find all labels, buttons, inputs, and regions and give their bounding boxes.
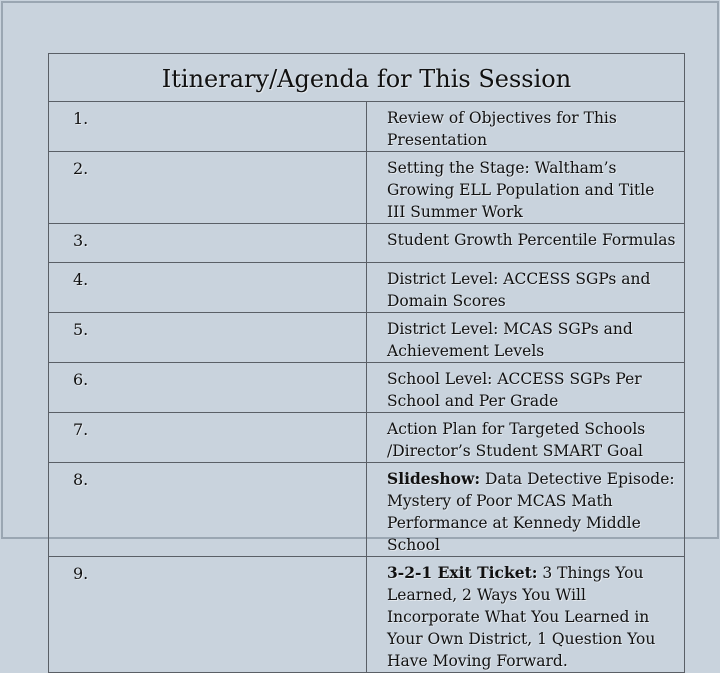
agenda-row	[49, 263, 685, 313]
agenda-item-lead: Slideshow:	[387, 469, 481, 488]
agenda-item-text	[367, 152, 685, 224]
agenda-item-text	[367, 413, 685, 463]
agenda-row	[49, 152, 685, 224]
agenda-item-body: Data Detective Episode: Mystery of Poor MCAS Math Performance at Kennedy Middle School	[387, 470, 675, 554]
agenda-item-text	[367, 557, 685, 673]
agenda-item-body: Setting the Stage: Waltham’s Growing ELL Population and Title III Summer Work	[387, 159, 655, 221]
agenda-item-text	[367, 363, 685, 413]
agenda-item-body: Student Growth Percentile Formulas	[387, 231, 676, 249]
agenda-title-row	[49, 54, 685, 102]
agenda-item-body: 3 Things You Learned, 2 Ways You Will Incorporate What You Learned in Your Own District, 1 Question You Have Moving Forward.	[387, 564, 656, 670]
agenda-item-number: 5.	[49, 313, 367, 363]
agenda-item-text	[367, 263, 685, 313]
agenda-row	[49, 363, 685, 413]
agenda-item-number: 3.	[49, 224, 367, 263]
agenda-table	[48, 53, 685, 673]
agenda-item-body: Action Plan for Targeted Schools /Director’s Student SMART Goal	[387, 420, 646, 460]
agenda-item-text	[367, 224, 685, 263]
agenda-item-number: 1.	[49, 102, 367, 152]
agenda-item-body: District Level: MCAS SGPs and Achievement Levels	[387, 320, 633, 360]
agenda-item-number: 6.	[49, 363, 367, 413]
agenda-item-lead: 3-2-1 Exit Ticket:	[387, 563, 538, 582]
agenda-title: Itinerary/Agenda for This Session	[49, 54, 685, 102]
agenda-item-text	[367, 313, 685, 363]
agenda-row	[49, 413, 685, 463]
agenda-item-number: 4.	[49, 263, 367, 313]
agenda-item-number: 2.	[49, 152, 367, 224]
agenda-item-number: 9.	[49, 557, 367, 673]
agenda-row	[49, 463, 685, 557]
agenda-item-body: School Level: ACCESS SGPs Per School and Per Grade	[387, 370, 642, 410]
agenda-row	[49, 313, 685, 363]
agenda-item-text	[367, 102, 685, 152]
agenda-item-number: 7.	[49, 413, 367, 463]
agenda-item-text	[367, 463, 685, 557]
agenda-row	[49, 102, 685, 152]
agenda-row	[49, 224, 685, 263]
agenda-row	[49, 557, 685, 673]
agenda-item-body: Review of Objectives for This Presentation	[387, 109, 617, 149]
agenda-item-body: District Level: ACCESS SGPs and Domain Scores	[387, 270, 651, 310]
agenda-item-number: 8.	[49, 463, 367, 557]
